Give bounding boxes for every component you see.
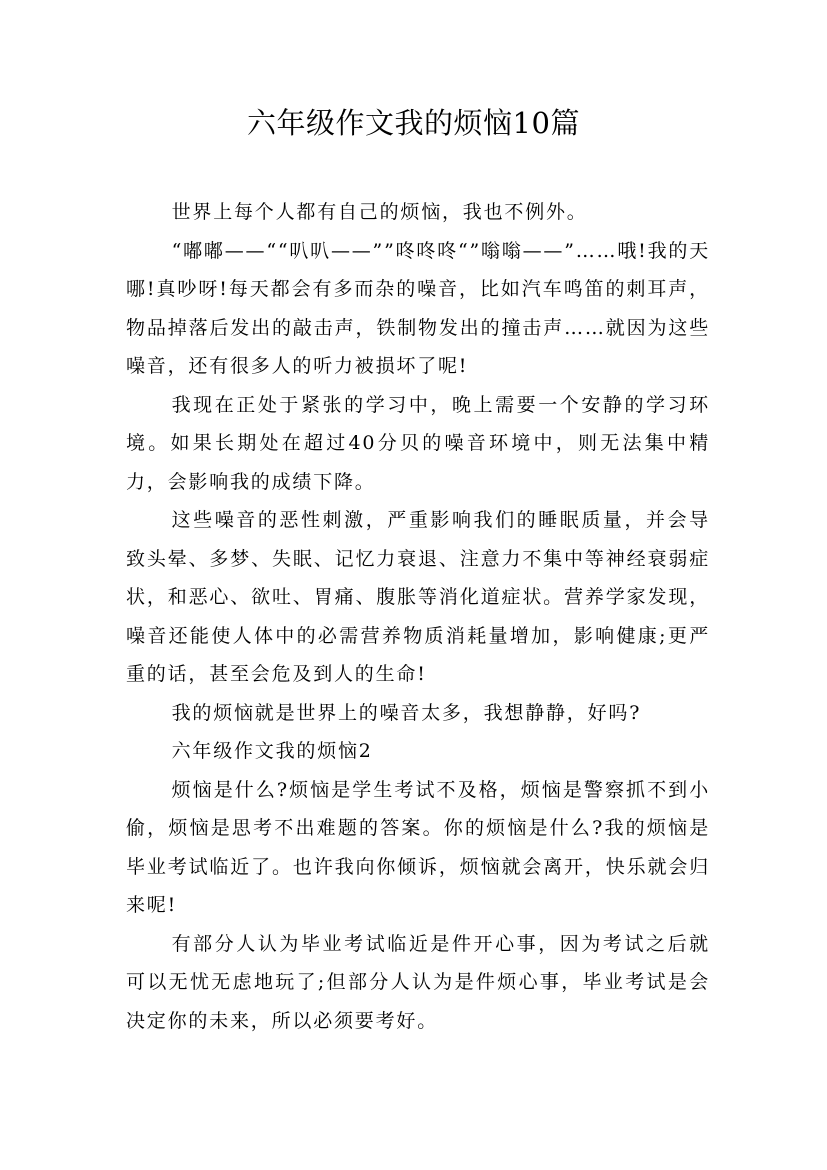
document-title: 六年级作文我的烦恼10篇 <box>247 106 580 140</box>
paragraph: 烦恼是什么?烦恼是学生考试不及格，烦恼是警察抓不到小偷，烦恼是思考不出难题的答案。你的烦恼是什么?我的烦恼是毕业考试临近了。也许我向你倾诉，烦恼就会离开，快乐就会归来呢! <box>126 778 710 916</box>
paragraph: 我现在正处于紧张的学习中，晚上需要一个安静的学习环境。如果长期处在超过40分贝的噪音环境中，则无法集中精力，会影响我的成绩下降。 <box>126 393 710 493</box>
section-heading: 六年级作文我的烦恼2 <box>171 740 373 762</box>
paragraph: 世界上每个人都有自己的烦恼，我也不例外。 <box>171 201 588 223</box>
paragraph: 这些噪音的恶性刺激，严重影响我们的睡眠质量，并会导致头晕、多梦、失眠、记忆力衰退、注意力不集中等神经衰弱症状，和恶心、欲吐、胃痛、腹胀等消化道症状。营养学家发现，噪音还能使人体中的必需营养物质消耗量增加，影响健康;更严重的话，甚至会危及到人的生命! <box>126 509 710 685</box>
paragraph: 有部分人认为毕业考试临近是件开心事，因为考试之后就可以无忧无虑地玩了;但部分人认为是件烦心事，毕业考试是会决定你的未来，所以必须要考好。 <box>126 932 710 1032</box>
paragraph: “嘟嘟——““叭叭——””咚咚咚“”嗡嗡——”……哦!我的天哪!真吵呀!每天都会有多而杂的噪音，比如汽车鸣笛的刺耳声，物品掉落后发出的敲击声，铁制物发出的撞击声……就因为这些噪音，还有很多人的听力被损坏了呢! <box>126 239 710 377</box>
document-body <box>126 193 710 1040</box>
paragraph: 我的烦恼就是世界上的噪音太多，我想静静，好吗? <box>171 701 642 724</box>
